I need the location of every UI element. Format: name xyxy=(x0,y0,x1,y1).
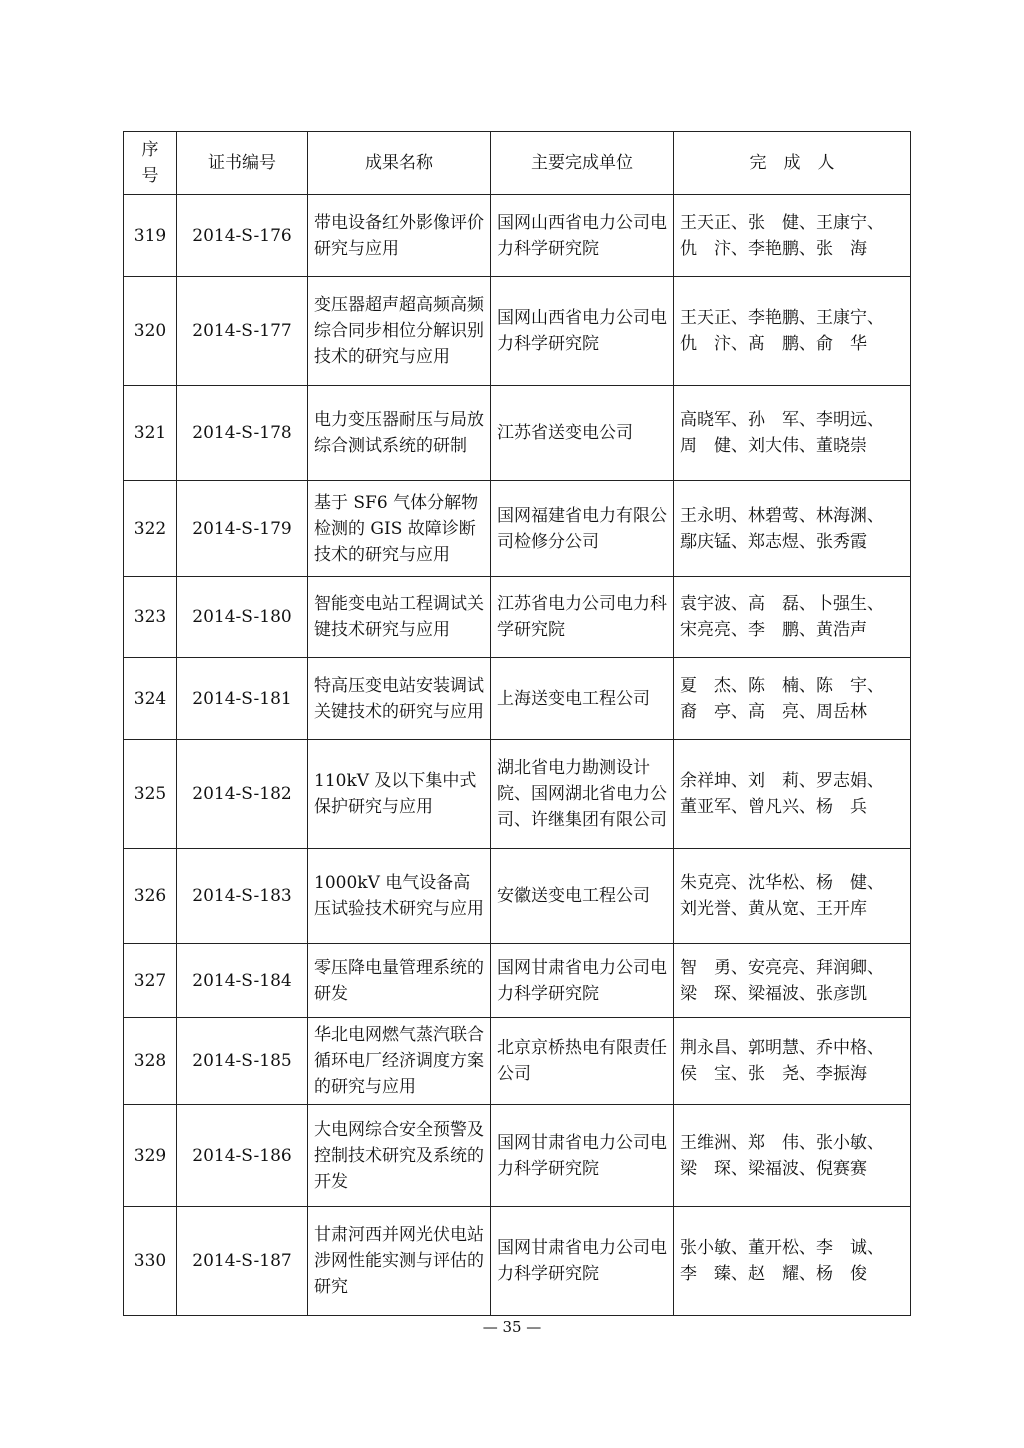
row-contributors xyxy=(674,481,911,577)
row-contributors xyxy=(674,658,911,740)
row-achievement-name: 基于 SF6 气体分解物检测的 GIS 故障诊断技术的研究与应用 xyxy=(308,481,491,577)
contributors-line: 智 勇、安亮亮、拜润卿、 xyxy=(680,957,884,978)
row-cert-number: 2014-S-180 xyxy=(177,577,308,658)
contributors-line: 高晓军、孙 军、李明远、 xyxy=(680,410,884,430)
contributors-line: 裔 亭、高 亮、周岳林 xyxy=(680,701,867,722)
row-main-unit: 江苏省送变电公司 xyxy=(491,386,674,481)
contributors-line: 鄢庆锰、郑志煜、张秀霞 xyxy=(680,531,867,552)
row-cert-number: 2014-S-185 xyxy=(177,1018,308,1105)
row-contributors xyxy=(674,386,911,481)
contributors-line: 王天正、张 健、王康宁、 xyxy=(680,212,884,233)
row-seq: 324 xyxy=(124,658,177,740)
row-achievement-name: 华北电网燃气蒸汽联合循环电厂经济调度方案的研究与应用 xyxy=(308,1018,491,1105)
row-achievement-name: 大电网综合安全预警及控制技术研究及系统的开发 xyxy=(308,1105,491,1207)
table-row xyxy=(124,944,911,1018)
row-cert-number: 2014-S-183 xyxy=(177,849,308,944)
table-row xyxy=(124,195,911,277)
row-cert-number: 2014-S-186 xyxy=(177,1105,308,1207)
contributors-line: 夏 杰、陈 楠、陈 宇、 xyxy=(680,675,884,696)
header-main-unit: 主要完成单位 xyxy=(491,132,674,195)
row-seq: 321 xyxy=(124,386,177,481)
row-main-unit: 上海送变电工程公司 xyxy=(491,658,674,740)
header-cert-number: 证书编号 xyxy=(177,132,308,195)
row-achievement-name: 带电设备红外影像评价研究与应用 xyxy=(308,195,491,277)
contributors-line: 刘光誉、黄从宽、王开库 xyxy=(680,899,867,919)
header-row xyxy=(124,132,911,195)
table-row xyxy=(124,481,911,577)
row-cert-number: 2014-S-177 xyxy=(177,277,308,386)
row-contributors xyxy=(674,1105,911,1207)
header-achievement-name: 成果名称 xyxy=(308,132,491,195)
row-seq: 327 xyxy=(124,944,177,1018)
contributors-line: 王天正、李艳鹏、王康宁、 xyxy=(680,308,884,328)
row-main-unit: 国网山西省电力公司电力科学研究院 xyxy=(491,277,674,386)
row-contributors xyxy=(674,1018,911,1105)
header-contributors: 完 成 人 xyxy=(674,132,911,195)
table-row xyxy=(124,740,911,849)
row-main-unit: 国网山西省电力公司电力科学研究院 xyxy=(491,195,674,277)
row-seq: 323 xyxy=(124,577,177,658)
table-row xyxy=(124,849,911,944)
contributors-line: 余祥坤、刘 莉、罗志娟、 xyxy=(680,771,884,791)
contributors-line: 袁宇波、高 磊、卜强生、 xyxy=(680,594,884,614)
row-seq: 326 xyxy=(124,849,177,944)
table-row xyxy=(124,1207,911,1316)
row-achievement-name: 甘肃河西并网光伏电站涉网性能实测与评估的研究 xyxy=(308,1207,491,1316)
row-seq: 319 xyxy=(124,195,177,277)
row-main-unit: 江苏省电力公司电力科学研究院 xyxy=(491,577,674,658)
row-cert-number: 2014-S-176 xyxy=(177,195,308,277)
contributors-line: 周 健、刘大伟、董晓崇 xyxy=(680,436,867,456)
contributors-line: 侯 宝、张 尧、李振海 xyxy=(680,1064,867,1084)
row-cert-number: 2014-S-181 xyxy=(177,658,308,740)
row-contributors xyxy=(674,1207,911,1316)
contributors-line: 梁 琛、梁福波、张彦凯 xyxy=(680,983,867,1004)
contributors-line: 王永明、林碧莺、林海渊、 xyxy=(680,505,884,526)
row-seq: 330 xyxy=(124,1207,177,1316)
row-cert-number: 2014-S-184 xyxy=(177,944,308,1018)
row-achievement-name: 110kV 及以下集中式保护研究与应用 xyxy=(308,740,491,849)
contributors-line: 王维洲、郑 伟、张小敏、 xyxy=(680,1132,884,1153)
row-cert-number: 2014-S-178 xyxy=(177,386,308,481)
row-main-unit: 安徽送变电工程公司 xyxy=(491,849,674,944)
contributors-line: 宋亮亮、李 鹏、黄浩声 xyxy=(680,620,867,640)
row-main-unit: 湖北省电力勘测设计院、国网湖北省电力公司、许继集团有限公司 xyxy=(491,740,674,849)
row-seq: 320 xyxy=(124,277,177,386)
awards-table xyxy=(123,131,911,1316)
row-main-unit: 国网甘肃省电力公司电力科学研究院 xyxy=(491,944,674,1018)
contributors-line: 仇 汴、李艳鹏、张 海 xyxy=(680,238,867,259)
table-row xyxy=(124,658,911,740)
contributors-line: 荆永昌、郭明慧、乔中格、 xyxy=(680,1038,884,1058)
row-achievement-name: 变压器超声超高频高频综合同步相位分解识别技术的研究与应用 xyxy=(308,277,491,386)
table-row xyxy=(124,577,911,658)
row-contributors xyxy=(674,277,911,386)
row-seq: 329 xyxy=(124,1105,177,1207)
contributors-line: 朱克亮、沈华松、杨 健、 xyxy=(680,873,884,893)
page-number: — 35 — xyxy=(482,1318,542,1336)
header-seq: 序 号 xyxy=(124,132,177,195)
contributors-line: 董亚军、曾凡兴、杨 兵 xyxy=(680,797,867,817)
row-contributors xyxy=(674,944,911,1018)
row-main-unit: 国网福建省电力有限公司检修分公司 xyxy=(491,481,674,577)
row-main-unit: 国网甘肃省电力公司电力科学研究院 xyxy=(491,1207,674,1316)
table-row xyxy=(124,386,911,481)
row-cert-number: 2014-S-179 xyxy=(177,481,308,577)
row-cert-number: 2014-S-182 xyxy=(177,740,308,849)
table-row xyxy=(124,1018,911,1105)
row-contributors xyxy=(674,740,911,849)
row-achievement-name: 特高压变电站安装调试关键技术的研究与应用 xyxy=(308,658,491,740)
row-achievement-name: 电力变压器耐压与局放综合测试系统的研制 xyxy=(308,386,491,481)
row-main-unit: 国网甘肃省电力公司电力科学研究院 xyxy=(491,1105,674,1207)
row-seq: 328 xyxy=(124,1018,177,1105)
row-achievement-name: 智能变电站工程调试关键技术研究与应用 xyxy=(308,577,491,658)
row-main-unit: 北京京桥热电有限责任公司 xyxy=(491,1018,674,1105)
row-cert-number: 2014-S-187 xyxy=(177,1207,308,1316)
row-seq: 322 xyxy=(124,481,177,577)
table-row xyxy=(124,1105,911,1207)
row-achievement-name: 1000kV 电气设备高压试验技术研究与应用 xyxy=(308,849,491,944)
row-achievement-name: 零压降电量管理系统的研发 xyxy=(308,944,491,1018)
contributors-line: 仇 汴、髙 鹏、俞 华 xyxy=(680,334,867,354)
row-contributors xyxy=(674,577,911,658)
row-seq: 325 xyxy=(124,740,177,849)
row-contributors xyxy=(674,849,911,944)
contributors-line: 李 臻、赵 耀、杨 俊 xyxy=(680,1264,867,1284)
row-contributors xyxy=(674,195,911,277)
table-row xyxy=(124,277,911,386)
contributors-line: 梁 琛、梁福波、倪赛赛 xyxy=(680,1158,867,1179)
contributors-line: 张小敏、董开松、李 诚、 xyxy=(680,1238,884,1258)
